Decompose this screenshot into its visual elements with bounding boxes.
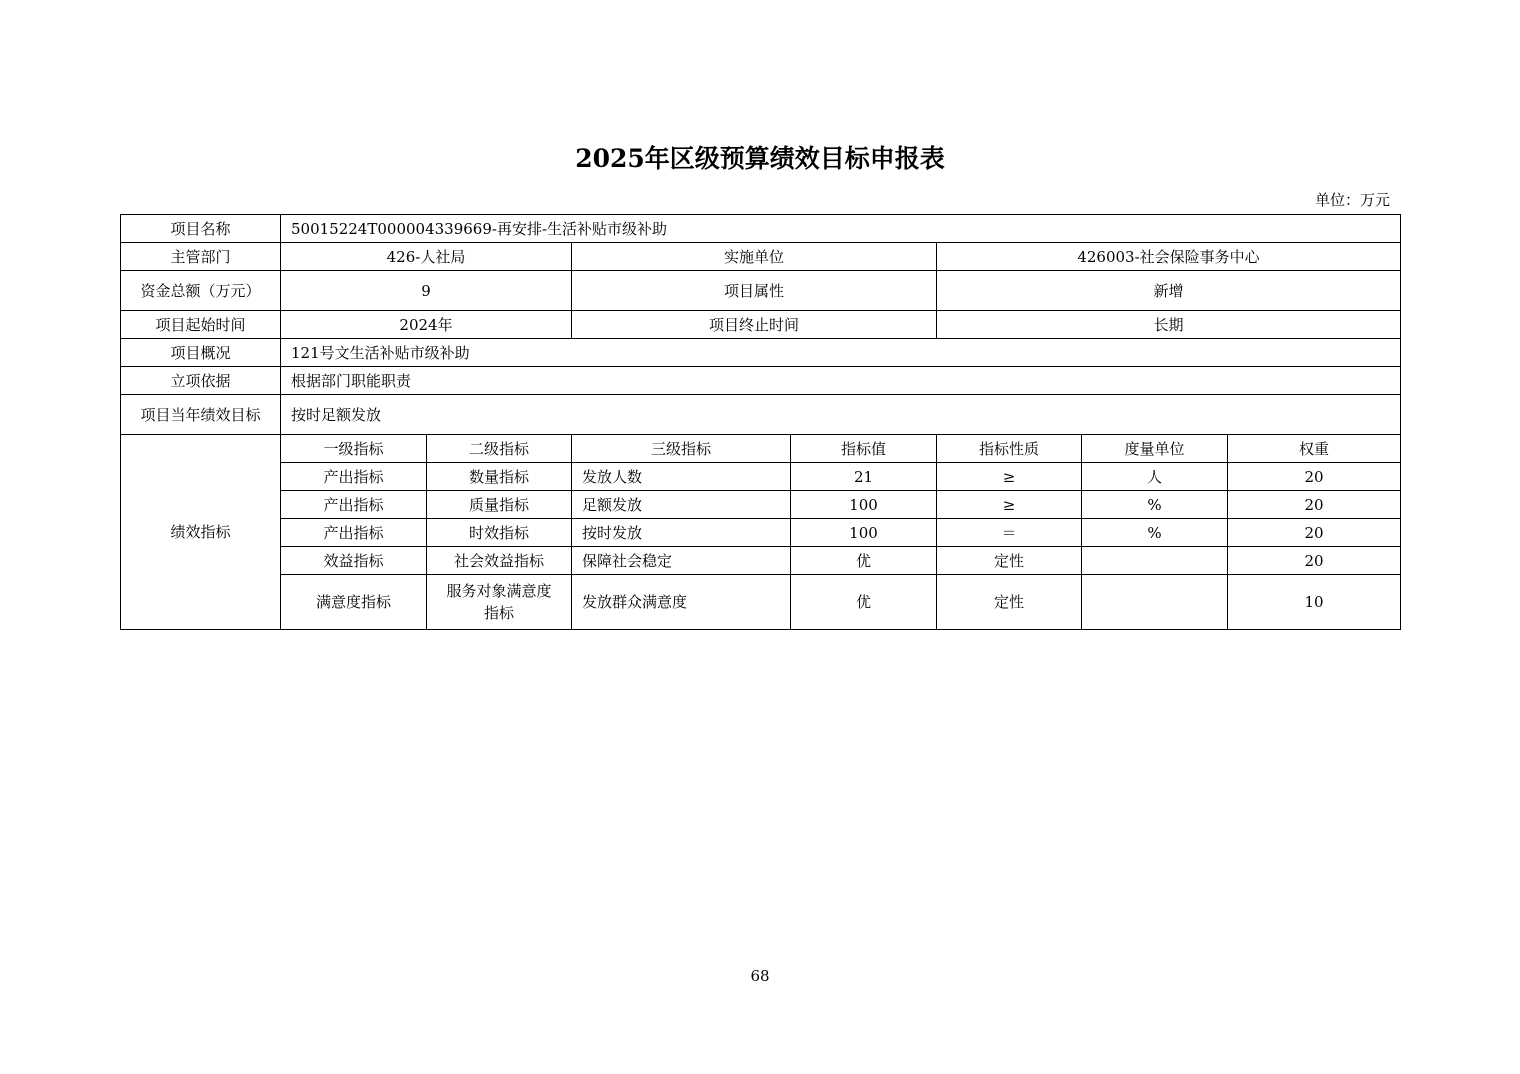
weight-cell: 20 (1228, 519, 1401, 547)
page-title: 2025年区级预算绩效目标申报表 (575, 144, 945, 173)
level1-cell: 满意度指标 (281, 575, 427, 630)
unit-cell: % (1082, 491, 1228, 519)
level2-cell: 服务对象满意度指标 (427, 575, 572, 630)
unit-cell (1082, 575, 1228, 630)
project-name-label: 项目名称 (121, 215, 281, 243)
table-row (121, 575, 1401, 630)
fund-total-label: 资金总额（万元） (121, 271, 281, 311)
nature-cell: 定性 (937, 547, 1082, 575)
basis-value: 根据部门职能职责 (281, 367, 1401, 395)
department-value: 426-人社局 (281, 243, 572, 271)
start-time-value: 2024年 (281, 311, 572, 339)
level2-cell: 社会效益指标 (427, 547, 572, 575)
header-level1: 一级指标 (281, 435, 427, 463)
unit-cell (1082, 547, 1228, 575)
nature-cell: ≥ (937, 463, 1082, 491)
annual-goal-value: 按时足额发放 (281, 395, 1401, 435)
unit-cell: 人 (1082, 463, 1228, 491)
department-label: 主管部门 (121, 243, 281, 271)
table-row (121, 519, 1401, 547)
annual-goal-label: 项目当年绩效目标 (121, 395, 281, 435)
level2-cell: 数量指标 (427, 463, 572, 491)
start-time-label: 项目起始时间 (121, 311, 281, 339)
overview-value: 121号文生活补贴市级补助 (281, 339, 1401, 367)
implementing-unit-label: 实施单位 (572, 243, 937, 271)
level3-cell: 按时发放 (572, 519, 791, 547)
header-nature: 指标性质 (937, 435, 1082, 463)
overview-label: 项目概况 (121, 339, 281, 367)
value-cell: 21 (791, 463, 937, 491)
nature-cell: ＝ (937, 519, 1082, 547)
end-time-value: 长期 (937, 311, 1401, 339)
table-row (121, 463, 1401, 491)
basis-label: 立项依据 (121, 367, 281, 395)
unit-cell: % (1082, 519, 1228, 547)
header-level3: 三级指标 (572, 435, 791, 463)
level3-cell: 发放人数 (572, 463, 791, 491)
project-attribute-label: 项目属性 (572, 271, 937, 311)
project-attribute-value: 新增 (937, 271, 1401, 311)
header-level2: 二级指标 (427, 435, 572, 463)
implementing-unit-value: 426003-社会保险事务中心 (937, 243, 1401, 271)
level2-cell: 质量指标 (427, 491, 572, 519)
indicator-header-row (121, 435, 1401, 463)
header-unit: 度量单位 (1082, 435, 1228, 463)
level2-cell: 时效指标 (427, 519, 572, 547)
row-department (121, 243, 1401, 271)
weight-cell: 20 (1228, 491, 1401, 519)
end-time-label: 项目终止时间 (572, 311, 937, 339)
table-row (121, 491, 1401, 519)
page-number: 68 (750, 967, 770, 985)
header-weight: 权重 (1228, 435, 1401, 463)
weight-cell: 10 (1228, 575, 1401, 630)
performance-target-table (120, 214, 1401, 630)
row-project-name (121, 215, 1401, 243)
indicators-label: 绩效指标 (121, 435, 281, 630)
value-cell: 优 (791, 575, 937, 630)
level1-cell: 产出指标 (281, 519, 427, 547)
row-goal (121, 395, 1401, 435)
level1-cell: 产出指标 (281, 491, 427, 519)
row-overview (121, 339, 1401, 367)
weight-cell: 20 (1228, 547, 1401, 575)
nature-cell: 定性 (937, 575, 1082, 630)
value-cell: 100 (791, 519, 937, 547)
row-fund (121, 271, 1401, 311)
value-cell: 100 (791, 491, 937, 519)
nature-cell: ≥ (937, 491, 1082, 519)
level3-cell: 足额发放 (572, 491, 791, 519)
weight-cell: 20 (1228, 463, 1401, 491)
level1-cell: 效益指标 (281, 547, 427, 575)
row-period (121, 311, 1401, 339)
row-basis (121, 367, 1401, 395)
level1-cell: 产出指标 (281, 463, 427, 491)
project-name-value: 50015224T000004339669-再安排-生活补贴市级补助 (281, 215, 1401, 243)
fund-total-value: 9 (281, 271, 572, 311)
level3-cell: 保障社会稳定 (572, 547, 791, 575)
unit-label: 单位：万元 (1314, 191, 1390, 209)
level3-cell: 发放群众满意度 (572, 575, 791, 630)
value-cell: 优 (791, 547, 937, 575)
header-value: 指标值 (791, 435, 937, 463)
table-row (121, 547, 1401, 575)
